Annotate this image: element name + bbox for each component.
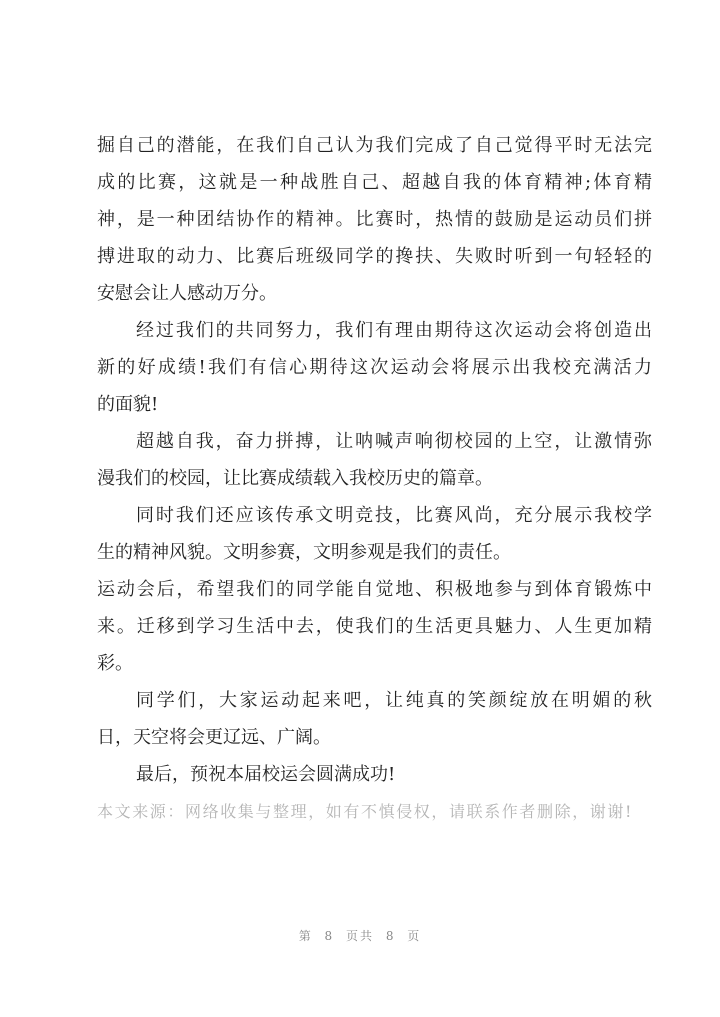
text-line: 同时我们还应该传承文明竞技，比赛风尚，充分展示我校学 — [136, 505, 652, 526]
text-line: 超越自我，奋力拼搏，让呐喊声响彻校园的上空，让激情弥 — [136, 431, 652, 452]
source-note: 本文来源：网络收集与整理，如有不慎侵权，请联系作者删除，谢谢! — [97, 802, 634, 821]
paragraph — [97, 571, 652, 682]
paragraph — [97, 756, 652, 793]
paragraph — [97, 682, 652, 756]
text-line: 搏进取的动力、比赛后班级同学的搀扶、失败时听到一句轻轻的 — [97, 246, 652, 267]
text-line: 安慰会让人感动万分。 — [97, 283, 277, 304]
text-line: 成的比赛，这就是一种战胜自己、超越自我的体育精神;体育精 — [97, 172, 652, 193]
text-line: 神，是一种团结协作的精神。比赛时，热情的鼓励是运动员们拼 — [97, 209, 652, 230]
text-line: 日，天空将会更辽远、广阔。 — [97, 727, 331, 748]
paragraph — [97, 497, 652, 571]
text-line: 彩。 — [97, 653, 133, 674]
text-line: 来。迁移到学习生活中去，使我们的生活更具魅力、人生更加精 — [97, 616, 652, 637]
text-line: 的面貌! — [97, 394, 159, 415]
text-line: 运动会后，希望我们的同学能自觉地、积极地参与到体育锻炼中 — [97, 579, 652, 600]
text-line: 同学们，大家运动起来吧，让纯真的笑颜绽放在明媚的秋 — [136, 690, 652, 711]
text-line: 最后，预祝本届校运会圆满成功! — [136, 764, 396, 785]
paragraph — [97, 127, 652, 312]
text-line: 经过我们的共同努力，我们有理由期待这次运动会将创造出 — [136, 320, 652, 341]
paragraph — [97, 423, 652, 497]
text-line: 新的好成绩!我们有信心期待这次运动会将展示出我校充满活力 — [97, 357, 652, 378]
text-line: 漫我们的校园，让比赛成绩载入我校历史的篇章。 — [97, 468, 493, 489]
text-line: 生的精神风貌。文明参赛，文明参观是我们的责任。 — [97, 542, 511, 563]
document-body — [97, 127, 652, 830]
text-line: 掘自己的潜能，在我们自己认为我们完成了自己觉得平时无法完 — [97, 135, 652, 156]
page-number: 第 8 页共 8 页 — [298, 929, 422, 943]
paragraph — [97, 312, 652, 423]
